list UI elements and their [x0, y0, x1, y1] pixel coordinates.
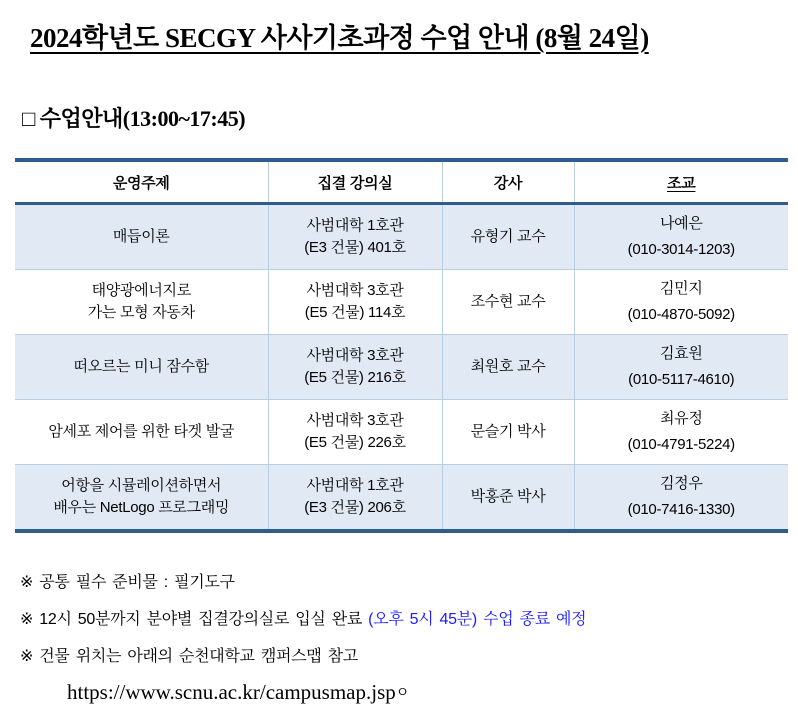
room-cell: 사범대학 3호관 (E5 건물) 114호 [268, 270, 442, 335]
room-cell: 사범대학 3호관 (E5 건물) 226호 [268, 400, 442, 465]
table-row [15, 465, 788, 532]
assistant-cell: 김민지 (010-4870-5092) [574, 270, 788, 335]
instructor-cell: 최원호 교수 [442, 335, 574, 400]
url-suffix-mark: ㅇ [395, 684, 410, 700]
assistant-cell: 최유정 (010-4791-5224) [574, 400, 788, 465]
header-instructor-label: 강사 [493, 174, 523, 192]
header-topic [15, 160, 268, 204]
topic-cell: 떠오르는 미니 잠수함 [15, 335, 268, 400]
campus-map-url [67, 680, 798, 705]
table-row [15, 204, 788, 270]
table-row [15, 270, 788, 335]
instructor-cell: 문슬기 박사 [442, 400, 574, 465]
header-assistant [574, 160, 788, 204]
note-end-time-highlight: (오후 5시 45분) 수업 종료 예정 [368, 611, 587, 628]
table-row [15, 335, 788, 400]
header-room-label: 집결 강의실 [317, 174, 393, 192]
instructor-cell: 박홍준 박사 [442, 465, 574, 532]
header-instructor [442, 160, 574, 204]
instructor-cell: 유형기 교수 [442, 204, 574, 270]
table-header-row [15, 160, 788, 204]
topic-cell: 태양광에너지로 가는 모형 자동차 [15, 270, 268, 335]
assistant-cell: 김효원 (010-5117-4610) [574, 335, 788, 400]
instructor-cell: 조수현 교수 [442, 270, 574, 335]
room-cell: 사범대학 1호관 (E3 건물) 206호 [268, 465, 442, 532]
url-text: https://www.scnu.ac.kr/campusmap.jsp [67, 680, 396, 704]
topic-cell: 매듭이론 [15, 204, 268, 270]
section-heading: □ 수업안내(13:00~17:45) [22, 106, 246, 131]
class-schedule-table [15, 158, 788, 533]
table-row [15, 400, 788, 465]
header-topic-label: 운영주제 [112, 174, 170, 192]
note-supplies: ※ 공통 필수 준비물 : 필기도구 [20, 574, 235, 591]
footnotes [20, 569, 798, 705]
note-arrival-main: ※ 12시 50분까지 분야별 집결강의실로 입실 완료 [20, 611, 369, 628]
header-room [268, 160, 442, 204]
note-campus-map: ※ 건물 위치는 아래의 순천대학교 캠퍼스맵 참고 [20, 648, 358, 665]
header-assistant-label: 조교 [667, 174, 696, 192]
room-cell: 사범대학 3호관 (E5 건물) 216호 [268, 335, 442, 400]
topic-cell: 암세포 제어를 위한 타겟 발굴 [15, 400, 268, 465]
topic-cell: 어항을 시뮬레이션하면서 배우는 NetLogo 프로그래밍 [15, 465, 268, 532]
note-arrival-time [20, 606, 798, 629]
assistant-cell: 나예은 (010-3014-1203) [574, 204, 788, 270]
page-title: 2024학년도 SECGY 사사기초과정 수업 안내 (8월 24일) [30, 23, 649, 53]
room-cell: 사범대학 1호관 (E3 건물) 401호 [268, 204, 442, 270]
assistant-cell: 김정우 (010-7416-1330) [574, 465, 788, 532]
